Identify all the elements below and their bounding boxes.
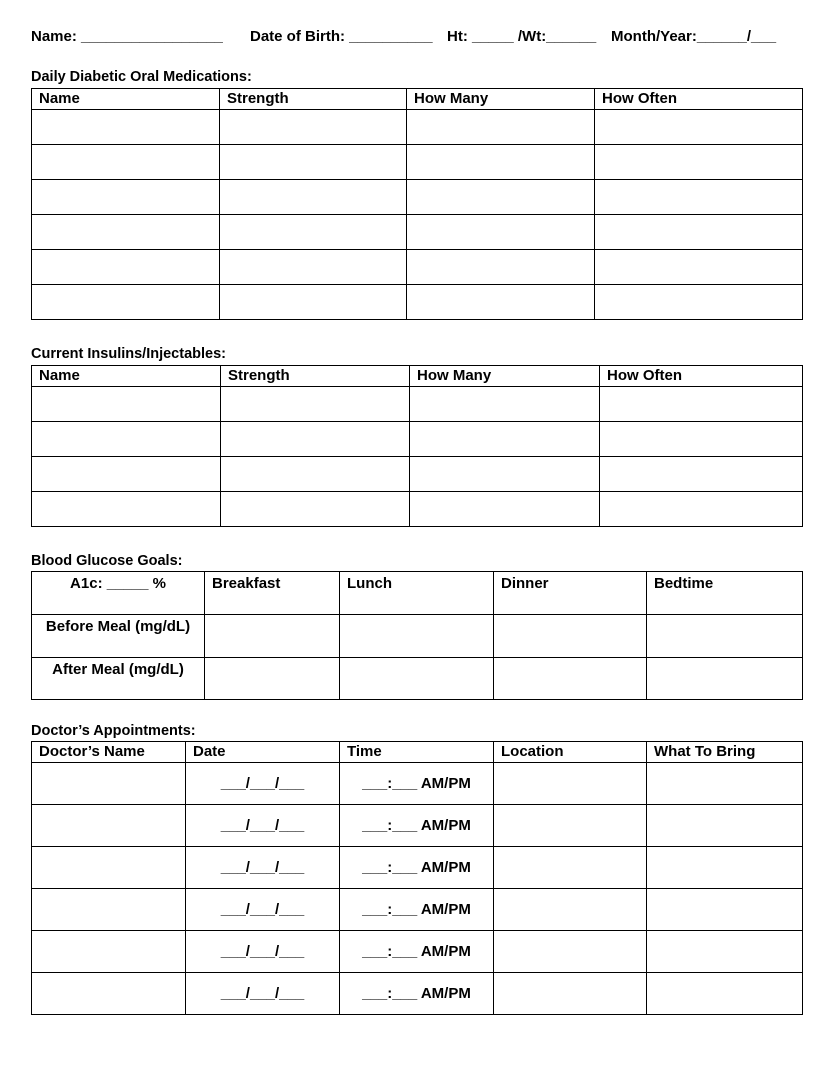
doctor-name-cell[interactable] xyxy=(32,805,186,847)
col-breakfast: Breakfast xyxy=(205,572,340,615)
col-time: Time xyxy=(340,742,494,763)
table-row xyxy=(32,110,803,145)
location-cell[interactable] xyxy=(494,973,647,1015)
before-bedtime-cell[interactable] xyxy=(647,615,803,658)
what-to-bring-cell[interactable] xyxy=(647,847,803,889)
table-row xyxy=(32,931,803,973)
before-meal-label: Before Meal (mg/dL) xyxy=(32,615,205,658)
col-name: Name xyxy=(32,366,221,387)
location-cell[interactable] xyxy=(494,763,647,805)
location-cell[interactable] xyxy=(494,847,647,889)
strength-cell[interactable] xyxy=(221,387,410,422)
after-bedtime-cell[interactable] xyxy=(647,658,803,700)
time-blank[interactable]: ___:___ AM/PM xyxy=(340,847,494,889)
table-row xyxy=(32,285,803,320)
strength-cell[interactable] xyxy=(220,250,407,285)
dob-field[interactable]: Date of Birth: __________ xyxy=(250,28,433,45)
doctor-name-cell[interactable] xyxy=(32,763,186,805)
name-cell[interactable] xyxy=(32,422,221,457)
strength-cell[interactable] xyxy=(220,145,407,180)
table-row xyxy=(32,457,803,492)
doctor-name-cell[interactable] xyxy=(32,889,186,931)
oral-meds-title: Daily Diabetic Oral Medications: xyxy=(31,69,252,85)
how-many-cell[interactable] xyxy=(407,180,595,215)
what-to-bring-cell[interactable] xyxy=(647,931,803,973)
how-many-cell[interactable] xyxy=(407,215,595,250)
name-cell[interactable] xyxy=(32,145,220,180)
name-cell[interactable] xyxy=(32,180,220,215)
after-meal-label: After Meal (mg/dL) xyxy=(32,658,205,700)
table-row xyxy=(32,387,803,422)
how-often-cell[interactable] xyxy=(595,145,803,180)
col-date: Date xyxy=(186,742,340,763)
date-blank[interactable]: ___/___/___ xyxy=(186,805,340,847)
strength-cell[interactable] xyxy=(220,285,407,320)
table-row xyxy=(32,422,803,457)
strength-cell[interactable] xyxy=(221,492,410,527)
location-cell[interactable] xyxy=(494,889,647,931)
time-blank[interactable]: ___:___ AM/PM xyxy=(340,889,494,931)
how-often-cell[interactable] xyxy=(595,250,803,285)
how-many-cell[interactable] xyxy=(410,492,600,527)
col-how-often: How Often xyxy=(595,89,803,110)
after-breakfast-cell[interactable] xyxy=(205,658,340,700)
name-cell[interactable] xyxy=(32,492,221,527)
appointments-title: Doctor’s Appointments: xyxy=(31,723,196,739)
how-often-cell[interactable] xyxy=(595,180,803,215)
date-blank[interactable]: ___/___/___ xyxy=(186,931,340,973)
how-many-cell[interactable] xyxy=(407,145,595,180)
table-row xyxy=(32,215,803,250)
date-blank[interactable]: ___/___/___ xyxy=(186,973,340,1015)
date-blank[interactable]: ___/___/___ xyxy=(186,763,340,805)
what-to-bring-cell[interactable] xyxy=(647,763,803,805)
date-blank[interactable]: ___/___/___ xyxy=(186,847,340,889)
appointments-table xyxy=(31,741,803,1015)
how-many-cell[interactable] xyxy=(410,457,600,492)
after-lunch-cell[interactable] xyxy=(340,658,494,700)
after-dinner-cell[interactable] xyxy=(494,658,647,700)
table-row xyxy=(32,763,803,805)
oral-meds-table xyxy=(31,88,803,320)
height-weight-field[interactable]: Ht: _____ /Wt:______ xyxy=(447,28,597,45)
col-how-often: How Often xyxy=(600,366,803,387)
how-often-cell[interactable] xyxy=(600,492,803,527)
how-often-cell[interactable] xyxy=(595,285,803,320)
insulins-table xyxy=(31,365,803,527)
col-strength: Strength xyxy=(220,89,407,110)
how-many-cell[interactable] xyxy=(407,110,595,145)
how-often-cell[interactable] xyxy=(600,457,803,492)
how-many-cell[interactable] xyxy=(407,285,595,320)
table-row xyxy=(32,973,803,1015)
before-dinner-cell[interactable] xyxy=(494,615,647,658)
table-row xyxy=(32,492,803,527)
what-to-bring-cell[interactable] xyxy=(647,805,803,847)
what-to-bring-cell[interactable] xyxy=(647,973,803,1015)
table-row xyxy=(32,250,803,285)
doctor-name-cell[interactable] xyxy=(32,847,186,889)
col-bedtime: Bedtime xyxy=(647,572,803,615)
col-name: Name xyxy=(32,89,220,110)
glucose-goals-table xyxy=(31,571,803,700)
name-cell[interactable] xyxy=(32,215,220,250)
how-often-cell[interactable] xyxy=(600,422,803,457)
name-cell[interactable] xyxy=(32,457,221,492)
strength-cell[interactable] xyxy=(221,422,410,457)
table-row xyxy=(32,889,803,931)
col-strength: Strength xyxy=(221,366,410,387)
time-blank[interactable]: ___:___ AM/PM xyxy=(340,931,494,973)
col-location: Location xyxy=(494,742,647,763)
col-doctor-name: Doctor’s Name xyxy=(32,742,186,763)
table-row xyxy=(32,847,803,889)
table-row xyxy=(32,145,803,180)
name-field[interactable]: Name: _________________ xyxy=(31,28,223,45)
before-lunch-cell[interactable] xyxy=(340,615,494,658)
table-row xyxy=(32,805,803,847)
doctor-name-cell[interactable] xyxy=(32,931,186,973)
a1c-field[interactable]: A1c: _____ % xyxy=(32,572,205,615)
how-many-cell[interactable] xyxy=(410,387,600,422)
how-often-cell[interactable] xyxy=(595,215,803,250)
table-row xyxy=(32,180,803,215)
strength-cell[interactable] xyxy=(220,110,407,145)
name-cell[interactable] xyxy=(32,387,221,422)
location-cell[interactable] xyxy=(494,931,647,973)
before-breakfast-cell[interactable] xyxy=(205,615,340,658)
insulins-title: Current Insulins/Injectables: xyxy=(31,346,226,362)
how-many-cell[interactable] xyxy=(410,422,600,457)
month-year-field[interactable]: Month/Year:______/___ xyxy=(611,28,777,45)
how-often-cell[interactable] xyxy=(600,387,803,422)
how-often-cell[interactable] xyxy=(595,110,803,145)
col-lunch: Lunch xyxy=(340,572,494,615)
strength-cell[interactable] xyxy=(221,457,410,492)
strength-cell[interactable] xyxy=(220,215,407,250)
doctor-name-cell[interactable] xyxy=(32,973,186,1015)
how-many-cell[interactable] xyxy=(407,250,595,285)
date-blank[interactable]: ___/___/___ xyxy=(186,889,340,931)
col-dinner: Dinner xyxy=(494,572,647,615)
name-cell[interactable] xyxy=(32,250,220,285)
col-how-many: How Many xyxy=(410,366,600,387)
time-blank[interactable]: ___:___ AM/PM xyxy=(340,973,494,1015)
time-blank[interactable]: ___:___ AM/PM xyxy=(340,805,494,847)
what-to-bring-cell[interactable] xyxy=(647,889,803,931)
name-cell[interactable] xyxy=(32,285,220,320)
col-what-to-bring: What To Bring xyxy=(647,742,803,763)
name-cell[interactable] xyxy=(32,110,220,145)
strength-cell[interactable] xyxy=(220,180,407,215)
col-how-many: How Many xyxy=(407,89,595,110)
location-cell[interactable] xyxy=(494,805,647,847)
time-blank[interactable]: ___:___ AM/PM xyxy=(340,763,494,805)
glucose-goals-title: Blood Glucose Goals: xyxy=(31,553,183,569)
